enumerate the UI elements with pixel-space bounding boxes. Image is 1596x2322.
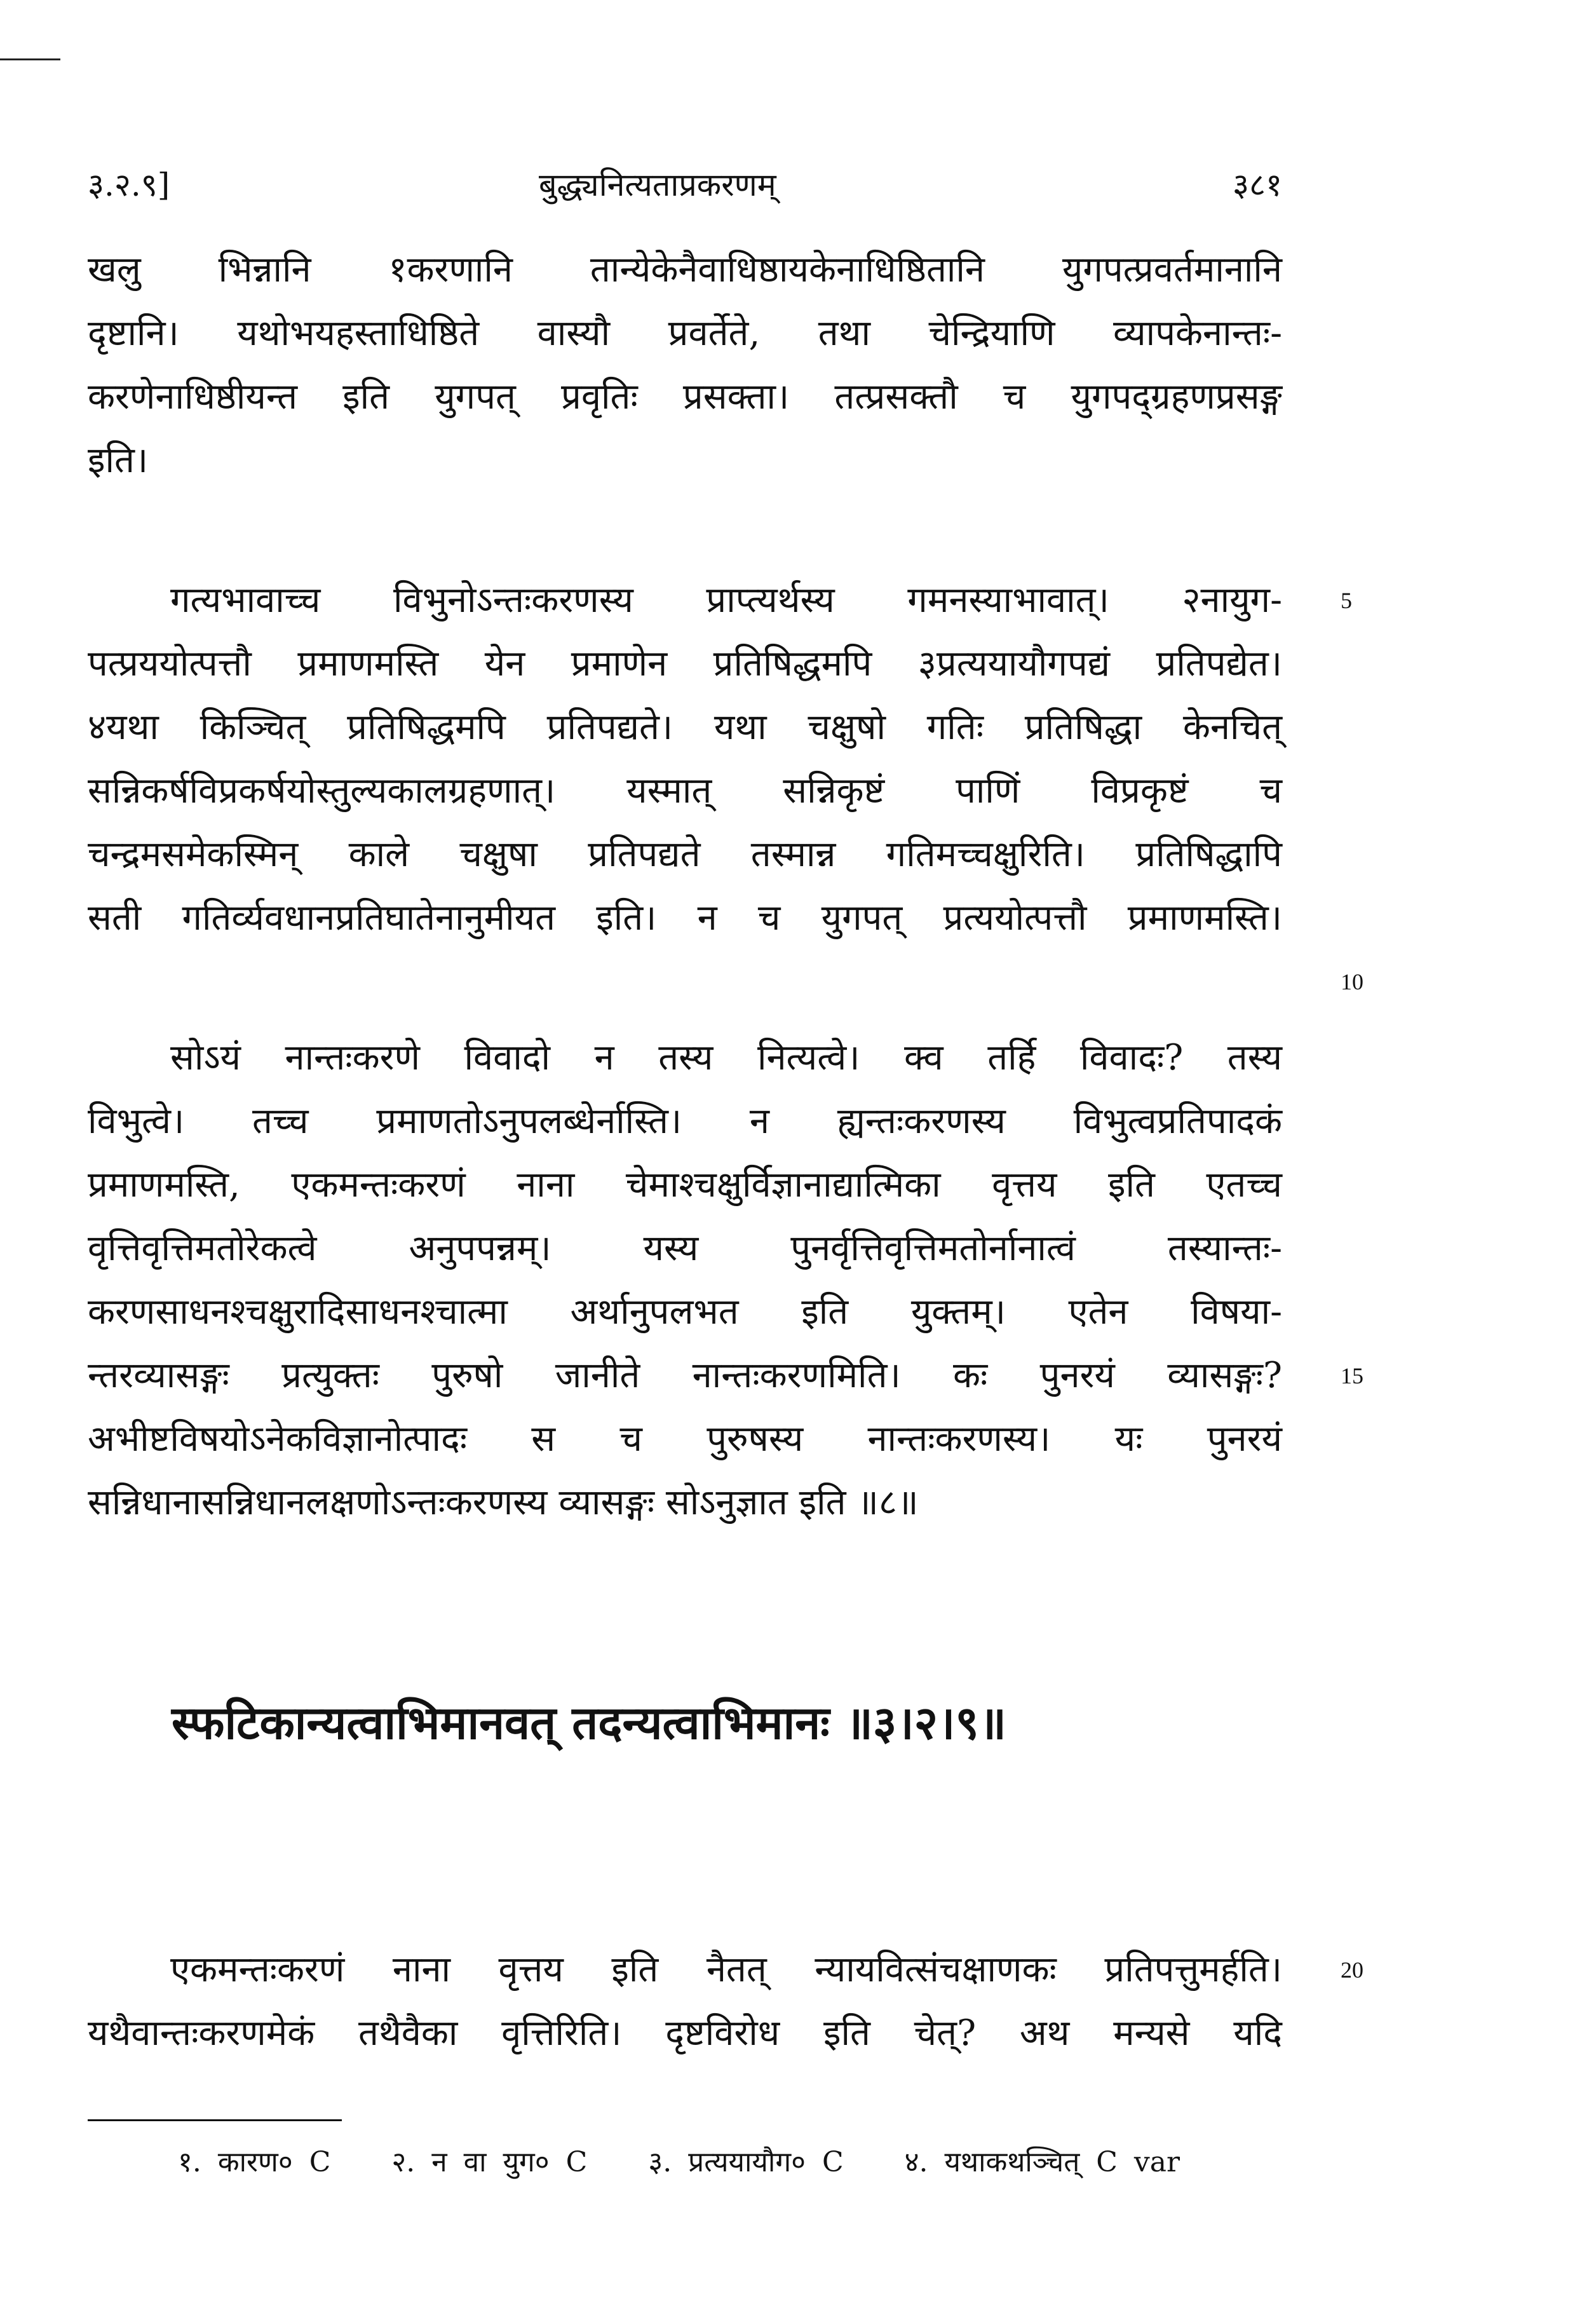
text-line: न्तरव्यासङ्गः प्रत्युक्तः पुरुषो जानीते नान्तःकरणमिति। कः पुनरयं व्यासङ्गः? (88, 1355, 1282, 1396)
text-line: गत्यभावाच्च विभुनोऽन्तःकरणस्य प्राप्त्यर्थस्य गमनस्याभावात्। २नायुग- (170, 580, 1282, 621)
footnotes (178, 2142, 1224, 2180)
text-line: इति। (88, 440, 149, 481)
text-line: सती गतिर्व्यवधानप्रतिघातेनानुमीयत इति। न च युगपत् प्रत्ययोत्पत्तौ प्रमाणमस्ति। (88, 897, 1282, 939)
text-line: वृत्तिवृत्तिमतोरेकत्वे अनुपपन्नम्। यस्य पुनर्वृत्तिवृत्तिमतोर्नानात्वं तस्यान्तः- (88, 1228, 1282, 1269)
text-line: करणसाधनश्चक्षुरादिसाधनश्चात्मा अर्थानुपलभत इति युक्तम्। एतेन विषया- (88, 1291, 1282, 1333)
text-line: ४यथा किञ्चित् प्रतिषिद्धमपि प्रतिपद्यते। यथा चक्षुषो गतिः प्रतिषिद्धा केनचित् (88, 707, 1282, 748)
line-number-15: 15 (1341, 1363, 1363, 1388)
sutra-heading: स्फटिकान्यत्वाभिमानवत् तदन्यत्वाभिमानः ॥३।२।९॥ (172, 1695, 1006, 1749)
line-number-5: 5 (1341, 588, 1352, 613)
running-header (88, 162, 1282, 219)
running-title: बुद्ध्यनित्यताप्रकरणम् (539, 166, 776, 203)
line-number-10: 10 (1341, 969, 1363, 995)
text-line: सोऽयं नान्तःकरणे विवादो न तस्य नित्यत्वे। क्व तर्हि विवादः? तस्य (170, 1037, 1282, 1078)
page-number: ३८१ (1233, 166, 1282, 203)
text-line: विभुत्वे। तच्च प्रमाणतोऽनुपलब्धेर्नास्ति। न ह्यन्तःकरणस्य विभुत्वप्रतिपादकं (88, 1101, 1282, 1142)
text-line: दृष्टानि। यथोभयहस्ताधिष्ठिते वास्यौ प्रवर्तेते, तथा चेन्द्रियाणि व्यापकेनान्तः- (88, 313, 1282, 354)
footnote-3: ३. प्रत्ययायौग० C (648, 2146, 844, 2178)
scan-edge-mark (0, 58, 60, 60)
text-line: अभीष्टविषयोऽनेकविज्ञानोत्पादः स च पुरुषस्य नान्तःकरणस्य। यः पुनरयं (88, 1418, 1282, 1460)
text-line: एकमन्तःकरणं नाना वृत्तय इति नैतत् न्यायवित्संचक्षाणकः प्रतिपत्तुमर्हति। (170, 1949, 1282, 1990)
text-line: प्रमाणमस्ति, एकमन्तःकरणं नाना चेमाश्चक्षुर्विज्ञानाद्यात्मिका वृत्तय इति एतच्च (88, 1164, 1282, 1205)
text-line: सन्निकर्षविप्रकर्षयोस्तुल्यकालग्रहणात्। यस्मात् सन्निकृष्टं पाणिं विप्रकृष्टं च (88, 770, 1282, 811)
footnote-rule (88, 2119, 342, 2121)
line-number-20: 20 (1341, 1957, 1363, 1983)
text-line: यथैवान्तःकरणमेकं तथैवैका वृत्तिरिति। दृष्टविरोध इति चेत्? अथ मन्यसे यदि (88, 2013, 1282, 2054)
text-line: करणेनाधिष्ठीयन्त इति युगपत् प्रवृतिः प्रसक्ता। तत्प्रसक्तौ च युगपद्ग्रहणप्रसङ्ग (88, 376, 1282, 418)
text-line: खलु भिन्नानि १करणानि तान्येकेनैवाधिष्ठायकेनाधिष्ठितानि युगपत्प्रवर्तमानानि (88, 249, 1282, 290)
footnote-1: १. कारण० C (178, 2146, 331, 2178)
footnote-2: २. न वा युग० C (391, 2146, 588, 2178)
text-line: सन्निधानासन्निधानलक्षणोऽन्तःकरणस्य व्यासङ्गः सोऽनुज्ञात इति ॥८॥ (88, 1482, 919, 1523)
text-line: पत्प्रययोत्पत्तौ प्रमाणमस्ति येन प्रमाणेन प्रतिषिद्धमपि ३प्रत्ययायौगपद्यं प्रतिपद्येत। (88, 643, 1282, 684)
text-line: चन्द्रमसमेकस्मिन् काले चक्षुषा प्रतिपद्यते तस्मान्न गतिमच्चक्षुरिति। प्रतिषिद्धापि (88, 834, 1282, 875)
section-reference: ३.२.९] (88, 166, 170, 203)
footnote-4: ४. यथाकथञ्चित् C var (904, 2146, 1180, 2178)
